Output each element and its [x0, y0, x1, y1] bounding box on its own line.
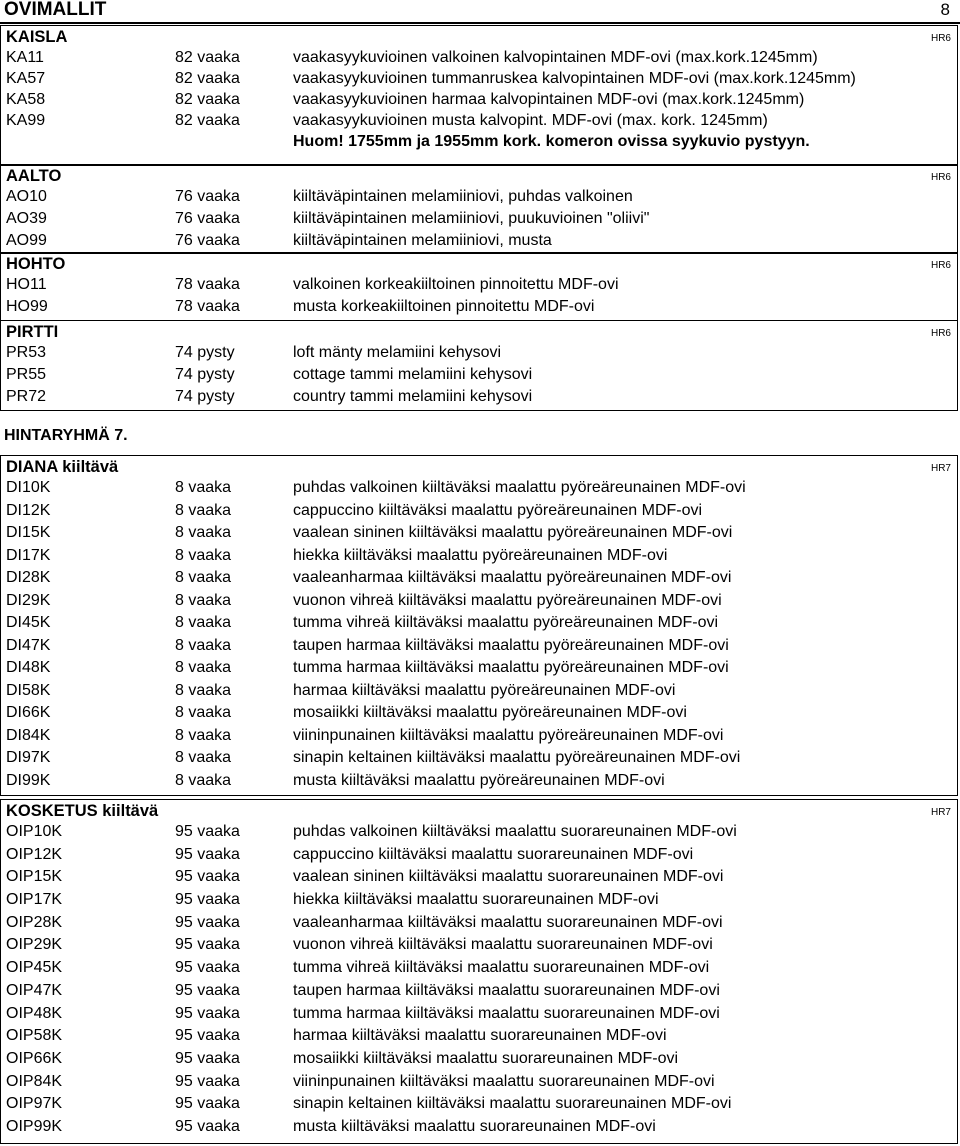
description: vaaleanharmaa kiiltäväksi maalattu pyöreäreunainen MDF-ovi [293, 569, 732, 586]
table-row [1, 297, 957, 319]
dimension: 76 vaaka [175, 232, 240, 249]
model-code: OIP58K [6, 1027, 63, 1045]
table-row [1, 478, 957, 501]
dimension: 82 vaaka [175, 112, 240, 129]
table-row [1, 501, 957, 524]
dimension: 95 vaaka [175, 845, 240, 863]
model-code: KA99 [6, 112, 46, 129]
price-group-tag: HR6 [930, 328, 951, 339]
page-title: OVIMALLIT [4, 0, 107, 20]
dimension: 8 vaaka [175, 501, 232, 519]
dimension: 82 vaaka [175, 91, 240, 108]
table-row [1, 1117, 957, 1140]
description: cappuccino kiiltäväksi maalattu suorareunainen MDF-ovi [293, 845, 694, 863]
table-row [1, 387, 957, 409]
dimension: 78 vaaka [175, 276, 240, 293]
table-row [1, 636, 957, 659]
description: puhdas valkoinen kiiltäväksi maalattu pyöreäreunainen MDF-ovi [293, 479, 746, 496]
table-row [1, 568, 957, 591]
model-code: OIP10K [6, 823, 63, 840]
table-row [1, 613, 957, 636]
description: country tammi melamiini kehysovi [293, 388, 533, 405]
dimension: 8 vaaka [175, 546, 232, 564]
model-code: DI45K [6, 614, 51, 631]
section-header [1, 321, 957, 343]
table-row [1, 1026, 957, 1049]
description: viininpunainen kiiltäväksi maalattu pyöreäreunainen MDF-ovi [293, 726, 724, 744]
page-number: 8 [940, 0, 950, 19]
model-code: DI28K [6, 569, 51, 586]
model-code: OIP97K [6, 1095, 63, 1113]
description: harmaa kiiltäväksi maalattu suorareunainen MDF-ovi [293, 1027, 667, 1045]
description: valkoinen korkeakiiltoinen pinnoitettu MDF-ovi [293, 276, 619, 293]
description: cappuccino kiiltäväksi maalattu pyöreäreunainen MDF-ovi [293, 501, 703, 519]
model-code: DI58K [6, 681, 51, 699]
section-title: KOSKETUS kiiltävä [6, 802, 159, 820]
model-code: OIP29K [6, 936, 63, 954]
table-row [1, 1094, 957, 1117]
dimension: 76 vaaka [175, 188, 240, 205]
description: hiekka kiiltäväksi maalattu suorareunainen MDF-ovi [293, 891, 659, 909]
description: musta kiiltäväksi maalattu pyöreäreunainen MDF-ovi [293, 771, 665, 789]
model-code: AO39 [6, 210, 47, 227]
dimension: 8 vaaka [175, 704, 232, 721]
dimension: 76 vaaka [175, 210, 240, 227]
dimension: 8 vaaka [175, 659, 232, 676]
model-code: OIP99K [6, 1117, 63, 1135]
description: vaaleanharmaa kiiltäväksi maalattu suorareunainen MDF-ovi [293, 913, 723, 931]
table-row [1, 111, 957, 132]
table-row [1, 209, 957, 231]
dimension: 8 vaaka [175, 771, 232, 789]
section-aalto [0, 164, 958, 254]
description: mosaiikki kiiltäväksi maalattu suorareunainen MDF-ovi [293, 1049, 679, 1067]
section-header [1, 165, 957, 187]
dimension: 8 vaaka [175, 479, 232, 496]
price-group-tag: HR6 [930, 260, 951, 271]
description: vaakasyykuvioinen valkoinen kalvopintainen MDF-ovi (max.kork.1245mm) [293, 49, 818, 66]
description: vuonon vihreä kiiltäväksi maalattu suorareunainen MDF-ovi [293, 936, 713, 954]
section-diana [0, 455, 958, 796]
model-code: DI12K [6, 501, 51, 519]
table-row [1, 365, 957, 387]
section-header [1, 253, 957, 275]
description: vuonon vihreä kiiltäväksi maalattu pyöreäreunainen MDF-ovi [293, 591, 722, 609]
dimension: 8 vaaka [175, 636, 232, 654]
model-code: HO11 [6, 276, 47, 293]
description: tumma harmaa kiiltäväksi maalattu suorareunainen MDF-ovi [293, 1004, 720, 1022]
dimension: 82 vaaka [175, 49, 240, 66]
model-code: DI17K [6, 546, 51, 564]
dimension: 8 vaaka [175, 569, 232, 586]
model-code: KA11 [6, 49, 44, 66]
dimension: 95 vaaka [175, 1117, 240, 1135]
model-code: DI84K [6, 726, 51, 744]
table-row [1, 1004, 957, 1027]
model-code: PR72 [6, 388, 47, 405]
dimension: 95 vaaka [175, 936, 240, 954]
model-code: HO99 [6, 298, 48, 315]
dimension: 8 vaaka [175, 614, 232, 631]
model-code: DI99K [6, 771, 51, 789]
table-row [1, 523, 957, 546]
table-row [1, 958, 957, 981]
note-text: Huom! 1755mm ja 1955mm kork. komeron ovissa syykuvio pystyyn. [293, 133, 810, 150]
table-row [1, 90, 957, 111]
model-code: KA57 [6, 70, 46, 87]
section-title: KAISLA [6, 28, 68, 46]
table-row [1, 681, 957, 704]
description: tumma harmaa kiiltäväksi maalattu pyöreäreunainen MDF-ovi [293, 659, 729, 676]
description: sinapin keltainen kiiltäväksi maalattu pyöreäreunainen MDF-ovi [293, 749, 741, 766]
section-title: AALTO [6, 167, 62, 185]
description: hiekka kiiltäväksi maalattu pyöreäreunainen MDF-ovi [293, 546, 668, 564]
description: kiiltäväpintainen melamiiniovi, puhdas valkoinen [293, 188, 633, 205]
table-row [1, 187, 957, 209]
model-code: OIP84K [6, 1072, 63, 1090]
description: cottage tammi melamiini kehysovi [293, 366, 533, 383]
description: sinapin keltainen kiiltäväksi maalattu suorareunainen MDF-ovi [293, 1095, 732, 1113]
dimension: 74 pysty [175, 366, 235, 383]
table-row [1, 1072, 957, 1095]
table-row [1, 845, 957, 868]
section-pirtti [0, 320, 958, 411]
dimension: 74 pysty [175, 344, 235, 361]
description: vaakasyykuvioinen musta kalvopint. MDF-ovi (max. kork. 1245mm) [293, 112, 768, 129]
table-row [1, 658, 957, 681]
description: puhdas valkoinen kiiltäväksi maalattu suorareunainen MDF-ovi [293, 823, 737, 840]
table-row [1, 1049, 957, 1072]
table-row [1, 591, 957, 614]
description: mosaiikki kiiltäväksi maalattu pyöreäreunainen MDF-ovi [293, 704, 687, 721]
model-code: DI47K [6, 636, 51, 654]
dimension: 95 vaaka [175, 981, 240, 999]
table-row [1, 935, 957, 958]
model-code: AO99 [6, 232, 47, 249]
model-code: DI10K [6, 479, 51, 496]
table-row [1, 546, 957, 569]
section-kosketus [0, 799, 958, 1144]
model-code: DI66K [6, 704, 51, 721]
table-row [1, 890, 957, 913]
price-group-tag: HR6 [930, 172, 951, 183]
dimension: 95 vaaka [175, 823, 240, 840]
description: taupen harmaa kiiltäväksi maalattu suorareunainen MDF-ovi [293, 981, 720, 999]
table-row [1, 275, 957, 297]
model-code: AO10 [6, 188, 47, 205]
model-code: OIP66K [6, 1049, 63, 1067]
table-row [1, 48, 957, 69]
model-code: OIP12K [6, 845, 63, 863]
model-code: DI15K [6, 524, 51, 541]
model-code: KA58 [6, 91, 46, 108]
model-code: PR55 [6, 366, 47, 383]
description: kiiltäväpintainen melamiiniovi, musta [293, 232, 552, 249]
dimension: 8 vaaka [175, 524, 232, 541]
description: vaalean sininen kiiltäväksi maalattu suorareunainen MDF-ovi [293, 868, 724, 886]
section-hohto [0, 252, 958, 321]
section-header [1, 26, 957, 48]
description: loft mänty melamiini kehysovi [293, 344, 502, 361]
dimension: 8 vaaka [175, 749, 232, 766]
table-row [1, 343, 957, 365]
table-row [1, 913, 957, 936]
description: vaakasyykuvioinen tummanruskea kalvopintainen MDF-ovi (max.kork.1245mm) [293, 70, 856, 87]
description: vaalean sininen kiiltäväksi maalattu pyöreäreunainen MDF-ovi [293, 524, 733, 541]
table-row [1, 771, 957, 794]
model-code: OIP45K [6, 959, 63, 977]
price-group-tag: HR7 [930, 807, 951, 818]
dimension: 8 vaaka [175, 681, 232, 699]
dimension: 95 vaaka [175, 1095, 240, 1113]
table-row [1, 748, 957, 771]
group-heading: HINTARYHMÄ 7. [4, 427, 128, 444]
section-kaisla [0, 25, 958, 166]
dimension: 82 vaaka [175, 70, 240, 87]
table-row [1, 867, 957, 890]
description: kiiltäväpintainen melamiiniovi, puukuvioinen "oliivi" [293, 210, 650, 227]
section-header [1, 456, 957, 478]
description: taupen harmaa kiiltäväksi maalattu pyöreäreunainen MDF-ovi [293, 636, 729, 654]
table-row [1, 703, 957, 726]
model-code: DI48K [6, 659, 51, 676]
table-row [1, 822, 957, 845]
dimension: 95 vaaka [175, 1004, 240, 1022]
dimension: 95 vaaka [175, 891, 240, 909]
model-code: OIP17K [6, 891, 63, 909]
model-code: DI97K [6, 749, 51, 766]
description: harmaa kiiltäväksi maalattu pyöreäreunainen MDF-ovi [293, 681, 676, 699]
table-row [1, 726, 957, 749]
model-code: DI29K [6, 591, 51, 609]
price-group-tag: HR6 [930, 33, 951, 44]
model-code: OIP28K [6, 913, 63, 931]
description: tumma vihreä kiiltäväksi maalattu pyöreäreunainen MDF-ovi [293, 614, 719, 631]
dimension: 8 vaaka [175, 591, 232, 609]
section-header [1, 800, 957, 822]
dimension: 8 vaaka [175, 726, 232, 744]
model-code: PR53 [6, 344, 47, 361]
model-code: OIP15K [6, 868, 63, 886]
dimension: 78 vaaka [175, 298, 240, 315]
model-code: OIP47K [6, 981, 63, 999]
dimension: 74 pysty [175, 388, 235, 405]
dimension: 95 vaaka [175, 1027, 240, 1045]
description: musta korkeakiiltoinen pinnoitettu MDF-ovi [293, 298, 595, 315]
description: musta kiiltäväksi maalattu suorareunainen MDF-ovi [293, 1117, 656, 1135]
dimension: 95 vaaka [175, 1072, 240, 1090]
description: viininpunainen kiiltäväksi maalattu suorareunainen MDF-ovi [293, 1072, 715, 1090]
table-row [1, 981, 957, 1004]
model-code: OIP48K [6, 1004, 63, 1022]
table-row [1, 69, 957, 90]
section-title: HOHTO [6, 255, 66, 273]
table-row [1, 231, 957, 253]
table-row [1, 132, 957, 153]
dimension: 95 vaaka [175, 1049, 240, 1067]
price-group-tag: HR7 [930, 463, 951, 474]
description: tumma vihreä kiiltäväksi maalattu suorareunainen MDF-ovi [293, 959, 710, 977]
section-title: DIANA kiiltävä [6, 458, 119, 476]
dimension: 95 vaaka [175, 959, 240, 977]
dimension: 95 vaaka [175, 868, 240, 886]
page-header [0, 0, 960, 24]
section-title: PIRTTI [6, 323, 59, 341]
description: vaakasyykuvioinen harmaa kalvopintainen MDF-ovi (max.kork.1245mm) [293, 91, 805, 108]
dimension: 95 vaaka [175, 913, 240, 931]
